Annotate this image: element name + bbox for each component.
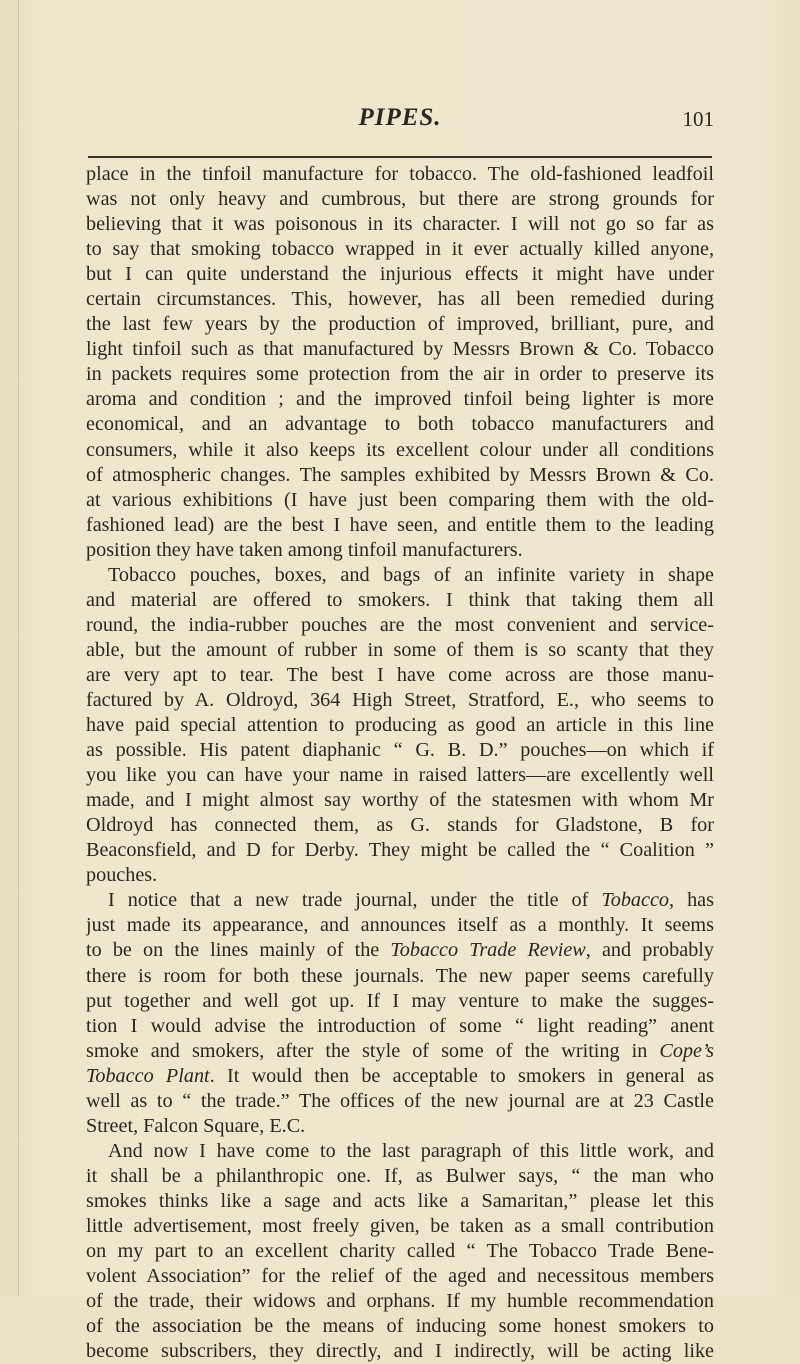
text-line: certain circumstances. This, however, has all been remedied during bbox=[86, 288, 714, 311]
text-line: little advertisement, most freely given, be taken as a small contribution bbox=[86, 1214, 714, 1237]
page-edge-shadow bbox=[18, 0, 19, 1296]
text-line: of the association be the means of inducing some honest smokers to bbox=[86, 1315, 714, 1338]
text-line: well as to “ the trade.” The offices of the new journal are at 23 Castle bbox=[86, 1089, 714, 1112]
text-line: smokes thinks like a sage and acts like a Samaritan,” please let this bbox=[86, 1189, 714, 1212]
text-line: Beaconsfield, and D for Derby. They might be called the “ Coalition ” bbox=[86, 839, 714, 862]
text-line: economical, and an advantage to both tobacco manufacturers and bbox=[86, 413, 714, 436]
text-line: pouches. bbox=[86, 864, 158, 887]
text-line: able, but the amount of rubber in some of them is so scanty that they bbox=[86, 638, 714, 661]
text-line: at various exhibitions (I have just been comparing them with the old- bbox=[86, 488, 714, 511]
running-head bbox=[86, 104, 714, 144]
text-line: Tobacco pouches, boxes, and bags of an infinite variety in shape bbox=[108, 563, 714, 586]
text-line: place in the tinfoil manufacture for tobacco. The old-fashioned leadfoil bbox=[86, 163, 714, 185]
body-text bbox=[86, 162, 714, 1364]
text-line: aroma and condition ; and the improved tinfoil being lighter is more bbox=[86, 388, 714, 411]
text-line: of the trade, their widows and orphans. If my humble recommendation bbox=[86, 1290, 714, 1313]
text-line: it shall be a philanthropic one. If, as Bulwer says, “ the man who bbox=[86, 1164, 714, 1187]
text-line: Oldroyd has connected them, as G. stands for Gladstone, B for bbox=[86, 814, 714, 837]
running-head-title: PIPES. bbox=[358, 104, 442, 131]
text-line: consumers, while it also keeps its excellent colour under all conditions bbox=[86, 438, 714, 461]
text-line: but I can quite understand the injurious effects it might have under bbox=[86, 263, 714, 286]
text-line: volent Association” for the relief of the aged and necessitous members bbox=[86, 1265, 714, 1288]
text-line: was not only heavy and cumbrous, but there are strong grounds for bbox=[86, 188, 714, 211]
text-line: have paid special attention to producing as good an article in this line bbox=[86, 714, 714, 737]
text-line: position they have taken among tinfoil manufacturers. bbox=[86, 538, 523, 561]
text-line: round, the india-rubber pouches are the most convenient and service- bbox=[86, 613, 714, 636]
text-line: as possible. His patent diaphanic “ G. B. D.” pouches—on which if bbox=[86, 739, 714, 762]
text-line: Tobacco Plant. It would then be acceptable to smokers in general as bbox=[86, 1064, 714, 1087]
text-line: made, and I might almost say worthy of the statesmen with whom Mr bbox=[86, 789, 714, 812]
text-line: on my part to an excellent charity called “ The Tobacco Trade Bene- bbox=[86, 1240, 714, 1263]
text-line: I notice that a new trade journal, under the title of Tobacco, has bbox=[108, 889, 714, 912]
text-line: the last few years by the production of improved, brilliant, pure, and bbox=[86, 313, 714, 336]
text-line: to be on the lines mainly of the Tobacco Trade Review, and probably bbox=[86, 939, 714, 962]
text-line: you like you can have your name in raised latters—are excellently well bbox=[86, 764, 714, 787]
text-line: are very apt to tear. The best I have come across are those manu- bbox=[86, 663, 714, 686]
text-line: of atmospheric changes. The samples exhibited by Messrs Brown & Co. bbox=[86, 463, 714, 486]
text-line: believing that it was poisonous in its character. I will not go so far as bbox=[86, 213, 714, 236]
text-line: factured by A. Oldroyd, 364 High Street, Stratford, E., who seems to bbox=[86, 688, 714, 711]
text-line: there is room for both these journals. The new paper seems carefully bbox=[86, 964, 714, 987]
text-line: to say that smoking tobacco wrapped in it ever actually killed anyone, bbox=[86, 238, 714, 261]
text-line: in packets requires some protection from the air in order to preserve its bbox=[86, 363, 714, 386]
text-line: just made its appearance, and announces itself as a monthly. It seems bbox=[86, 914, 714, 937]
page-number: 101 bbox=[682, 107, 714, 131]
text-line: Street, Falcon Square, E.C. bbox=[86, 1114, 306, 1137]
text-line: fashioned lead) are the best I have seen, and entitle them to the leading bbox=[86, 513, 714, 536]
text-line: And now I have come to the last paragraph of this little work, and bbox=[108, 1139, 714, 1162]
text-line: and material are offered to smokers. I think that taking them all bbox=[86, 588, 714, 611]
header-rule bbox=[88, 156, 712, 158]
text-line: tion I would advise the introduction of some “ light reading” anent bbox=[86, 1014, 714, 1037]
text-line: smoke and smokers, after the style of some of the writing in Cope’s bbox=[86, 1039, 714, 1062]
text-line: light tinfoil such as that manufactured by Messrs Brown & Co. Tobacco bbox=[86, 338, 714, 361]
text-line: become subscribers, they directly, and I indirectly, will be acting like bbox=[86, 1340, 714, 1363]
text-line: put together and well got up. If I may venture to make the sugges- bbox=[86, 989, 714, 1012]
